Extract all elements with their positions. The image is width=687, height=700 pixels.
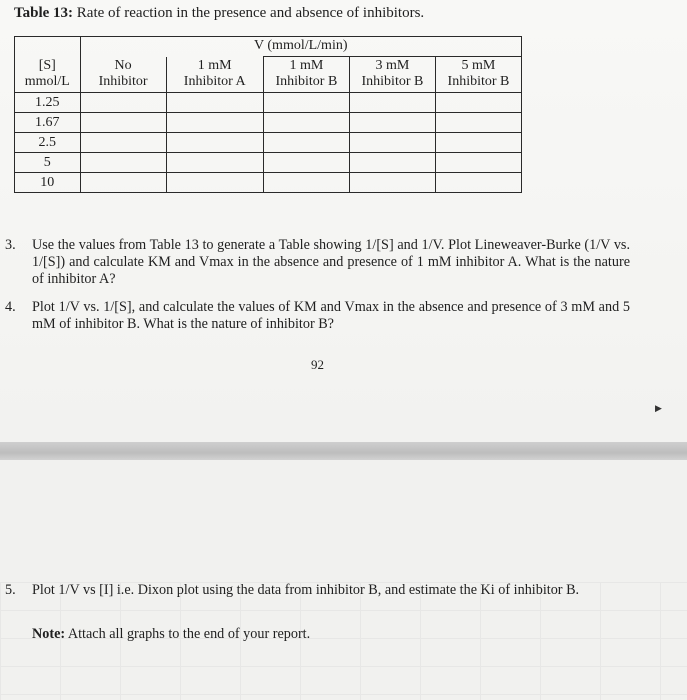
small-arrow-icon: ▶ xyxy=(655,403,662,413)
velocity-header: V (mmol/L/min) xyxy=(80,37,521,57)
caption-text: Rate of reaction in the presence and absence of inhibitors. xyxy=(76,5,425,21)
substrate-value: 1.25 xyxy=(15,93,81,113)
substrate-value: 10 xyxy=(15,173,81,193)
table-corner xyxy=(15,37,81,57)
table-row xyxy=(15,153,522,173)
column-header-inhibitor-b-5mm: 5 mM Inhibitor B xyxy=(435,57,521,93)
question-text: Plot 1/V vs. 1/[S], and calculate the values of KM and Vmax in the absence and presence of 3 mM and 5 mM of inhibitor B. What is the nature of inhibitor B? xyxy=(32,299,630,332)
question-number: 5. xyxy=(5,582,16,598)
table-row xyxy=(15,93,522,113)
substrate-header: [S] mmol/L xyxy=(15,57,81,93)
substrate-value: 2.5 xyxy=(15,133,81,153)
note-text: Attach all graphs to the end of your report. xyxy=(67,626,311,642)
column-header-inhibitor-b-3mm: 3 mM Inhibitor B xyxy=(349,57,435,93)
question-number: 4. xyxy=(5,299,16,315)
rate-table xyxy=(14,36,522,193)
table-row xyxy=(15,113,522,133)
note xyxy=(32,626,310,643)
column-header-inhibitor-a: 1 mM Inhibitor A xyxy=(166,57,263,93)
table-row xyxy=(15,133,522,153)
table-group-header-row xyxy=(15,37,522,57)
substrate-value: 5 xyxy=(15,153,81,173)
column-header-inhibitor-b-1mm: 1 mM Inhibitor B xyxy=(263,57,349,93)
question-text: Plot 1/V vs [I] i.e. Dixon plot using the data from inhibitor B, and estimate the Ki of inhibitor B. xyxy=(32,582,580,598)
column-header-no-inhibitor: No Inhibitor xyxy=(80,57,166,93)
table-column-header-row xyxy=(15,57,522,93)
table-row xyxy=(15,173,522,193)
caption-label: Table 13: xyxy=(14,5,74,21)
note-label: Note: xyxy=(32,626,66,642)
question-number: 3. xyxy=(5,237,16,253)
substrate-value: 1.67 xyxy=(15,113,81,133)
table-caption xyxy=(14,5,424,22)
question-text: Use the values from Table 13 to generate a Table showing 1/[S] and 1/V. Plot Lineweaver-Burke (1/V vs. 1/[S]) and calculate KM and Vmax in the absence and presence of 1 mM inhibitor A. What is the nature of inhibitor A? xyxy=(32,237,630,287)
page-separator xyxy=(0,442,687,460)
page-number: 92 xyxy=(311,357,324,372)
